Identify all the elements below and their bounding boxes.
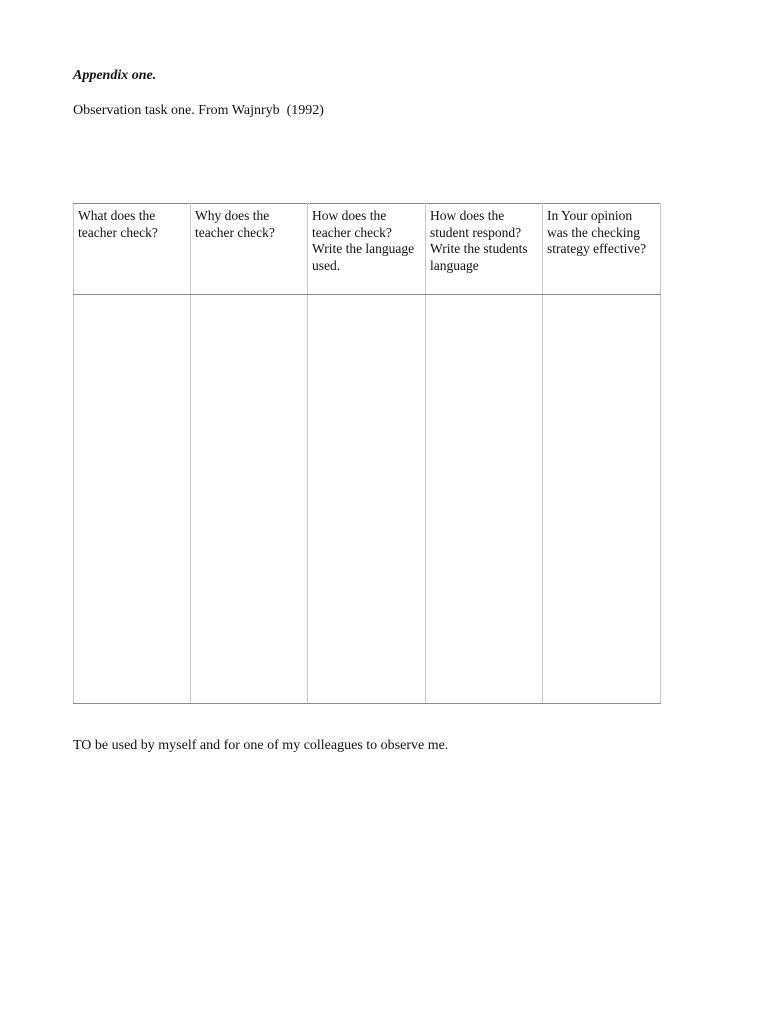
- page-subtitle: Observation task one. From Wajnryb (1992): [73, 103, 324, 118]
- header-student-response: How does the student respond? Write the students language: [426, 204, 543, 295]
- cell-what-checked: [74, 295, 191, 704]
- header-how-checked: How does the teacher check? Write the language used.: [308, 204, 426, 295]
- table-row: [74, 295, 661, 704]
- cell-effectiveness: [543, 295, 661, 704]
- header-effectiveness: In Your opinion was the checking strategy effective?: [543, 204, 661, 295]
- header-what-checked: What does the teacher check?: [74, 204, 191, 295]
- cell-how-checked: [308, 295, 426, 704]
- page-title: Appendix one.: [73, 68, 157, 83]
- footer-note: TO be used by myself and for one of my colleagues to observe me.: [73, 738, 449, 753]
- cell-student-response: [426, 295, 543, 704]
- cell-why-checked: [191, 295, 308, 704]
- observation-table: [73, 203, 661, 704]
- table-header-row: [74, 204, 661, 295]
- header-why-checked: Why does the teacher check?: [191, 204, 308, 295]
